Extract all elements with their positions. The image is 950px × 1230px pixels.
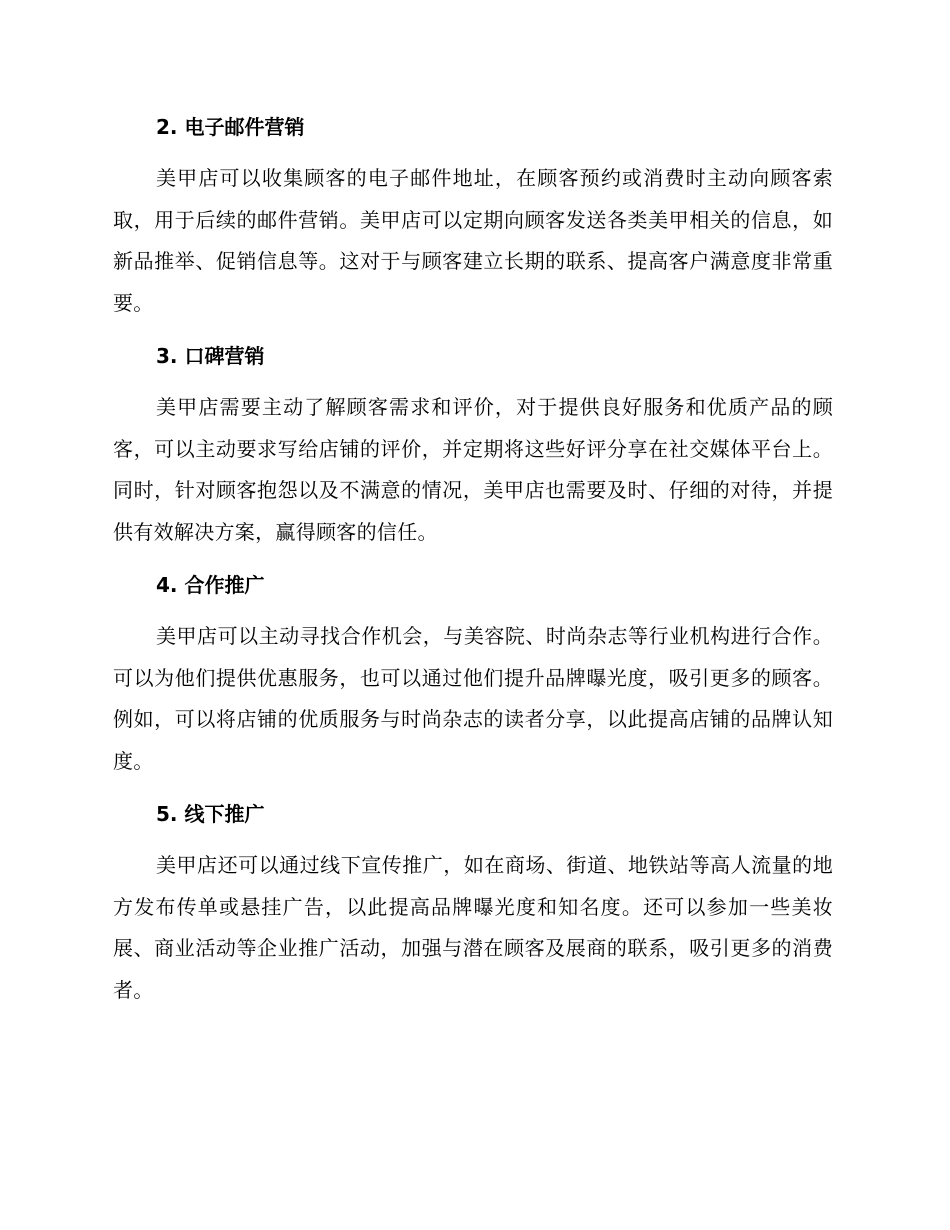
section-paragraph: 美甲店可以收集顾客的电子邮件地址，在顾客预约或消费时主动向顾客索取，用于后续的邮件营销。美甲店可以定期向顾客发送各类美甲相关的信息，如新品推举、促销信息等。这对于与顾客建立长期的联系、提高客户满意度非常重要。 xyxy=(113,166,833,315)
section-title: 3. 口碑营销 xyxy=(156,344,265,368)
section-offline-promotion xyxy=(113,795,833,1011)
document-page xyxy=(113,108,833,1024)
section-paragraph: 美甲店还可以通过线下宣传推广，如在商场、街道、地铁站等高人流量的地方发布传单或悬挂广告，以此提高品牌曝光度和知名度。还可以参加一些美妆展、商业活动等企业推广活动，加强与潜在顾客及展商的联系，吸引更多的消费者。 xyxy=(113,853,833,1002)
section-title: 2. 电子邮件营销 xyxy=(156,115,305,139)
section-paragraph: 美甲店需要主动了解顾客需求和评价，对于提供良好服务和优质产品的顾客，可以主动要求写给店铺的评价，并定期将这些好评分享在社交媒体平台上。同时，针对顾客抱怨以及不满意的情况，美甲店也需要及时、仔细的对待，并提供有效解决方案，赢得顾客的信任。 xyxy=(113,395,833,544)
section-word-of-mouth xyxy=(113,337,833,553)
section-paragraph: 美甲店可以主动寻找合作机会，与美容院、时尚杂志等行业机构进行合作。可以为他们提供优惠服务，也可以通过他们提升品牌曝光度，吸引更多的顾客。例如，可以将店铺的优质服务与时尚杂志的读者分享，以此提高店铺的品牌认知度。 xyxy=(113,624,833,773)
section-partnership xyxy=(113,566,833,782)
section-title: 5. 线下推广 xyxy=(156,802,265,826)
section-email-marketing xyxy=(113,108,833,324)
section-title: 4. 合作推广 xyxy=(156,573,265,597)
